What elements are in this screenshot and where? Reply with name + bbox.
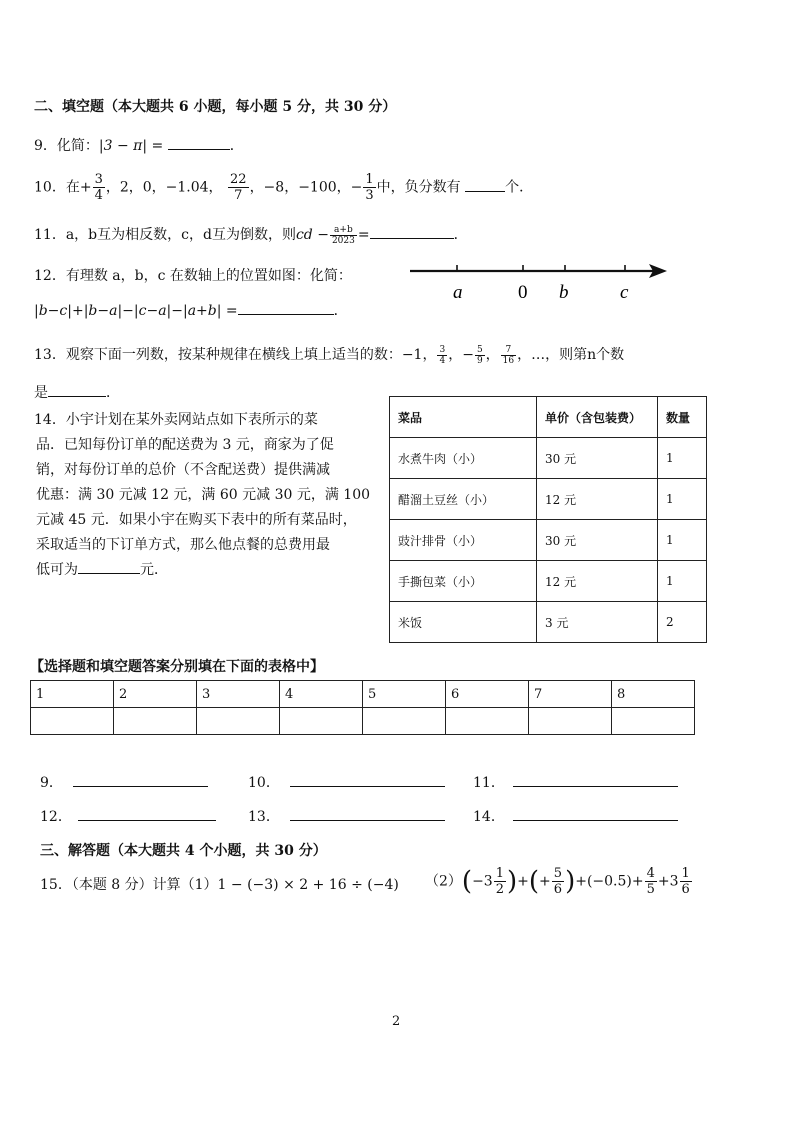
dish-qty: 1 — [658, 520, 707, 561]
q12-expr: |b−c|+|b−a|−|c−a|−|a+b| = — [34, 303, 238, 319]
question-15-part2 — [425, 866, 693, 897]
table-row — [390, 479, 707, 520]
q13-frac-5-9: $\frac{5}{9}$ — [476, 344, 483, 366]
fill-label-13: 13． — [248, 809, 280, 825]
label-b: b — [559, 282, 569, 303]
answer-number: 7 — [529, 681, 612, 708]
q11-answer-blank[interactable] — [370, 237, 454, 239]
q13-line2: 是 — [34, 385, 48, 401]
q10-number: 10． — [34, 179, 66, 196]
q15-p2a-int: −3 — [472, 873, 493, 890]
dish-qty: 2 — [658, 602, 707, 643]
q15-part2-label: （2） — [425, 873, 462, 890]
fill-label-11: 11． — [473, 775, 505, 791]
fill-label-9: 9． — [40, 775, 63, 791]
section3-title: 三、解答题（本大题共 4 个小题，共 30 分） — [40, 843, 327, 859]
q10-frac-3-4: $\frac{3}{4}$ — [94, 172, 103, 203]
question-12-line2 — [34, 300, 348, 320]
q15-frac-4-5: $\frac{4}{5}$ — [646, 866, 655, 897]
q13-end: ． — [106, 385, 120, 401]
q11-cd: cd − — [295, 227, 329, 243]
answer-cell[interactable] — [280, 708, 363, 735]
question-12-line1 — [34, 265, 352, 285]
menu-table — [389, 396, 707, 643]
dish-price: 30 元 — [537, 438, 658, 479]
fill-line-13 — [248, 806, 445, 826]
paren-open: ( — [528, 866, 540, 897]
table-row — [390, 561, 707, 602]
q10-list-a: ，2，0，−1.04， — [105, 179, 223, 196]
table-row — [390, 520, 707, 561]
answer-fill-row — [31, 708, 695, 735]
dish-name: 米饭 — [390, 602, 537, 643]
q14-last-prefix: 低可为 — [36, 562, 78, 578]
fill-blank-11[interactable] — [513, 785, 678, 787]
q14-answer-blank[interactable] — [78, 572, 140, 574]
dish-name: 豉汁排骨（小） — [390, 520, 537, 561]
q15-p2b-sign: + — [539, 873, 551, 890]
dish-price: 30 元 — [537, 520, 658, 561]
page-number: 2 — [392, 1014, 401, 1029]
q12-number: 12． — [34, 268, 66, 284]
fill-blank-14[interactable] — [513, 819, 678, 821]
question-11 — [34, 224, 468, 246]
q13-number: 13． — [34, 347, 66, 363]
fill-blank-13[interactable] — [290, 819, 445, 821]
q14-line-4: 优惠：满 30 元减 12 元，满 60 元减 30 元，满 100 — [36, 487, 371, 503]
answer-cell[interactable] — [31, 708, 114, 735]
fill-label-10: 10． — [248, 775, 280, 791]
q13-sep1: ，− — [448, 347, 474, 363]
q13-sep2: ， — [485, 347, 500, 363]
header-dish: 菜品 — [390, 397, 537, 438]
q15-frac-5-6: $\frac{5}{6}$ — [553, 866, 563, 897]
q14-line-5: 元减 45 元．如果小宇在购买下表中的所有菜品时， — [36, 512, 357, 528]
fill-line-14 — [473, 806, 678, 826]
table-row — [390, 602, 707, 643]
dish-price: 12 元 — [537, 479, 658, 520]
q11-end: ． — [453, 227, 468, 243]
answer-number: 4 — [280, 681, 363, 708]
fill-line-12 — [40, 806, 216, 826]
answer-cell[interactable] — [446, 708, 529, 735]
menu-table-header — [390, 397, 707, 438]
dish-name: 水煮牛肉（小） — [390, 438, 537, 479]
header-price: 单价（含包装费） — [537, 397, 658, 438]
fill-line-9 — [40, 772, 208, 792]
q13-frac-3-4: $\frac{3}{4}$ — [439, 344, 446, 366]
q10-suffix: 中，负分数有 — [376, 179, 461, 196]
q14-line-1 — [34, 408, 370, 433]
q13-text: 观察下面一列数，按某种规律在横线上填上适当的数：−1， — [65, 347, 437, 363]
dish-price: 12 元 — [537, 561, 658, 602]
label-a: a — [453, 282, 463, 303]
label-0: 0 — [518, 282, 528, 303]
answer-number: 5 — [363, 681, 446, 708]
paren-close: ) — [507, 866, 518, 897]
dish-name: 手撕包菜（小） — [390, 561, 537, 602]
fill-label-14: 14． — [473, 809, 505, 825]
q13-frac-7-16: $\frac{7}{16}$ — [502, 344, 515, 366]
q12-text: 有理数 a，b，c 在数轴上的位置如图：化简： — [65, 268, 352, 284]
dish-price: 3 元 — [537, 602, 658, 643]
q10-frac-22-7: $\frac{22}{7}$ — [230, 172, 247, 203]
q15-frac-1-6: $\frac{1}{6}$ — [681, 866, 690, 897]
answer-number: 2 — [114, 681, 197, 708]
q12-answer-blank[interactable] — [238, 313, 334, 315]
q9-number: 9． — [34, 138, 57, 154]
q10-answer-blank[interactable] — [465, 190, 505, 192]
q14-text-1: 小宇计划在某外卖网站点如下表所示的菜 — [65, 412, 318, 428]
question-15 — [40, 874, 399, 894]
q15-plus3: +3 — [657, 873, 679, 890]
dish-qty: 1 — [658, 561, 707, 602]
answer-number: 1 — [31, 681, 114, 708]
q9-text: 化简： — [56, 138, 99, 154]
q11-text: a，b互为相反数，c，d互为倒数，则 — [65, 227, 296, 243]
answer-cell[interactable] — [612, 708, 695, 735]
answer-cell[interactable] — [529, 708, 612, 735]
section2-title: 二、填空题（本大题共 6 小题，每小题 5 分，共 30 分） — [34, 99, 397, 115]
q11-eq: = — [357, 227, 370, 243]
answer-table — [30, 680, 695, 735]
dish-qty: 1 — [658, 438, 707, 479]
dish-qty: 1 — [658, 479, 707, 520]
q14-line-6: 采取适当的下订单方式，那么他点餐的总费用最 — [36, 537, 330, 553]
q14-line-7 — [34, 558, 370, 583]
question-9 — [34, 135, 244, 155]
q10-plus: + — [79, 179, 92, 196]
question-10 — [34, 172, 533, 203]
answer-number: 6 — [446, 681, 529, 708]
q15-label: 15．（本题 8 分）计算（1） — [40, 877, 218, 893]
q9-expr: |3 − π| = — [98, 138, 164, 154]
fill-blank-9[interactable] — [73, 785, 208, 787]
number-line-diagram — [405, 258, 675, 306]
answer-cell[interactable] — [197, 708, 280, 735]
paren-close: ) — [565, 866, 576, 897]
question-13-line2 — [34, 382, 120, 402]
answer-cell[interactable] — [363, 708, 446, 735]
q9-end: ． — [229, 138, 244, 154]
table-row — [390, 438, 707, 479]
q10-end: 个． — [505, 179, 534, 196]
q15-part1: 1 − (−3) × 2 + 16 ÷ (−4) — [217, 877, 399, 893]
fill-line-11 — [473, 772, 678, 792]
q12-end: ． — [333, 303, 348, 319]
question-14 — [34, 408, 370, 583]
fill-line-10 — [248, 772, 445, 792]
answer-number-row — [31, 681, 695, 708]
q14-line-3: 销，对每份订单的总价（不含配送费）提供满减 — [36, 462, 330, 478]
q14-line-2: 品．已知每份订单的配送费为 3 元，商家为了促 — [36, 437, 334, 453]
q10-list-b: ，−8，−100，− — [249, 179, 363, 196]
paren-open: ( — [461, 866, 473, 897]
q9-answer-blank[interactable] — [168, 148, 230, 150]
q14-number: 14． — [34, 412, 66, 428]
answer-number: 8 — [612, 681, 695, 708]
fill-label-12: 12． — [40, 809, 72, 825]
q13-answer-blank[interactable] — [48, 395, 106, 397]
q11-number: 11． — [34, 227, 66, 243]
question-13-line1 — [34, 344, 624, 366]
header-qty: 数量 — [658, 397, 707, 438]
answer-section-title: 【选择题和填空题答案分别填在下面的表格中】 — [30, 659, 324, 675]
answer-cell[interactable] — [114, 708, 197, 735]
label-c: c — [620, 282, 629, 303]
fill-blank-10[interactable] — [290, 785, 445, 787]
q15-frac-1-2: $\frac{1}{2}$ — [495, 866, 504, 897]
dish-name: 醋溜土豆丝（小） — [390, 479, 537, 520]
q10-frac-1-3: $\frac{1}{3}$ — [365, 172, 374, 203]
q10-prefix: 在 — [65, 179, 80, 196]
fill-blank-12[interactable] — [78, 819, 216, 821]
q15-plus1: + — [517, 873, 529, 890]
q15-plus2: +(−0.5)+ — [575, 873, 644, 890]
q13-tail: ，…，则第n个数 — [517, 347, 625, 363]
answer-number: 3 — [197, 681, 280, 708]
q14-last-suffix: 元． — [140, 562, 168, 578]
q11-frac: $\frac{a+b}{2023}$ — [331, 224, 355, 246]
